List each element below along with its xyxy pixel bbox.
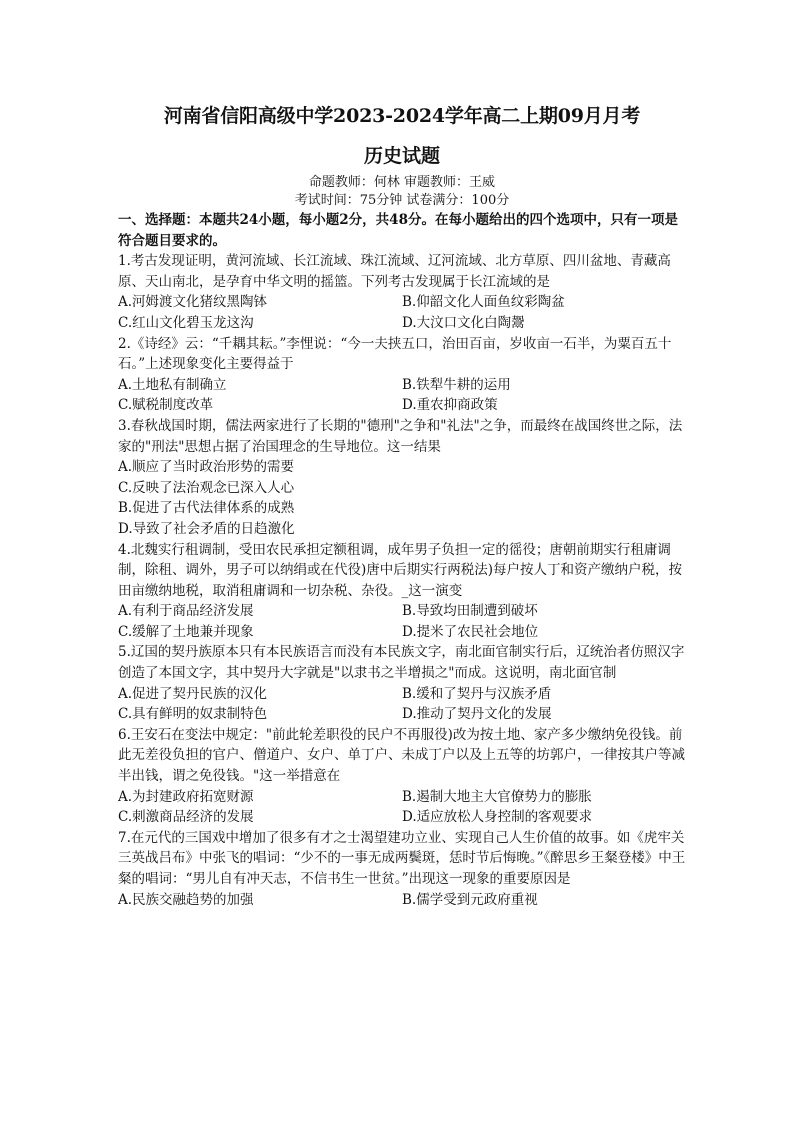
option-a: A.河姆渡文化猪纹黑陶钵: [118, 294, 268, 311]
option-a: A.为封建政府拓宽财源: [118, 788, 254, 805]
option-c: C.缓解了土地兼并现象: [118, 623, 254, 640]
option-b: B.儒学受到元政府重视: [402, 891, 538, 908]
option-a: A.民族交融趋势的加强: [118, 891, 254, 908]
exam-page: [118, 98, 686, 910]
question-options: [118, 601, 686, 642]
option-a: A.土地私有制确立: [118, 376, 227, 393]
teachers-line: 命题教师：何林 审题教师：王威: [308, 175, 496, 190]
question-options: [118, 457, 686, 539]
option-a: A.顺应了当时政治形势的需要: [118, 459, 295, 476]
exam-title: 河南省信阳高级中学2023-2024学年高二上期09月月考: [163, 105, 641, 127]
option-c: C.赋税制度改革: [118, 397, 214, 414]
option-b: B.遏制大地主大官僚势力的膨胀: [402, 788, 592, 805]
option-d: D.导致了社会矛盾的日趋激化: [118, 520, 295, 537]
exam-info-line: 考试时间：75分钟 试卷满分：100分: [294, 193, 510, 208]
question-options: [118, 787, 686, 828]
section-heading: 一、选择题：本题共24小题，每小题2分，共48分。在每小题给出的四个选项中，只有一项是符合题目要求的。: [118, 212, 678, 249]
question-stem: 3.春秋战国时期，儒法两家进行了长期的"德刑"之争和"礼法"之争，而最终在战国终世之际，法家的"刑法"思想占据了治国理念的生导地位。这一结果: [118, 417, 683, 455]
question-stem: 2.《诗经》云：“千耦其耘。”李悝说：“今一夫挟五口，治田百亩，岁收亩一石半，为粟百五十石。”上述现象变化主要得益于: [118, 335, 672, 373]
option-b: B.导致均田制遭到破坏: [402, 603, 538, 620]
option-b: B.铁犁牛耕的运用: [402, 376, 511, 393]
option-c: C.红山文化碧玉龙这沟: [118, 314, 254, 331]
option-d: D.大汶口文化白陶鬶: [402, 314, 525, 331]
option-d: D.推动了契丹文化的发展: [402, 706, 552, 723]
option-c: C.反映了法治观念已深入人心: [118, 479, 295, 496]
option-d: D.重农抑商政策: [402, 397, 498, 414]
question-stem: 5.辽国的契丹族原本只有本民族语言而没有本民族文字，南北面官制实行后，辽统治者仿照汉字创造了本国文字，其中契丹大字就是"以隶书之半增损之"而成。这说明，南北面官制: [118, 644, 685, 682]
question-options: [118, 292, 686, 333]
question-stem: 1.考古发现证明，黄河流域、长江流域、珠江流域、辽河流域、北方草原、四川盆地、青藏高原、天山南北，是孕育中华文明的摇篮。下列考古发现属于长江流域的是: [118, 253, 671, 290]
question-stem: 6.王安石在变法中规定："前此轮差职役的民户不再服役)改为按土地、家产多少缴纳免役钱。前此无差役负担的官户、僧道户、女户、单丁户、未成丁户以及上五等的坊郭户，一律按其户等减半出钱，谓之免役钱。"这一举措意在: [118, 726, 685, 785]
question-options: [118, 684, 686, 725]
subject-title: 历史试题: [363, 145, 440, 167]
option-c: C.刺激商品经济的发展: [118, 809, 254, 826]
question-options: [118, 890, 686, 911]
option-c: C.具有鲜明的奴隶制特色: [118, 706, 268, 723]
option-a: A.促进了契丹民族的汉化: [118, 685, 268, 702]
option-b: B.促进了古代法律体系的成熟: [118, 500, 295, 517]
option-b: B.缓和了契丹与汉族矛盾: [402, 685, 552, 702]
option-b: B.仰韶文化人面鱼纹彩陶盆: [402, 294, 565, 311]
question-stem: 7.在元代的三国戏中增加了很多有才之士渴望建功立业、实现自己人生价值的故事。如《虎牢关三英战吕布》中张飞的唱词：“少不的一事无成两鬓斑，恁时节后悔晚。”《醉思乡王粲登楼》中王粲的唱词：“男儿自有冲天志，不信书生一世贫。”出现这一现象的重要原因是: [118, 829, 686, 887]
question-options: [118, 375, 686, 416]
option-d: D.提米了农民社会地位: [402, 623, 539, 640]
option-d: D.适应放松人身控制的客观要求: [402, 809, 593, 826]
question-stem: 4.北魏实行租调制，受田农民承担定额租调，成年男子负担一定的徭役；唐朝前期实行租庸调制，除租、调外，男子可以纳绢或在代役)唐中后期实行两税法)每户按人丁和资产缴纳户税，按田亩缴纳地税，取消租庸调和一切杂税、杂役。_这一演变: [118, 541, 683, 599]
option-a: A.有利于商品经济发展: [118, 603, 254, 620]
